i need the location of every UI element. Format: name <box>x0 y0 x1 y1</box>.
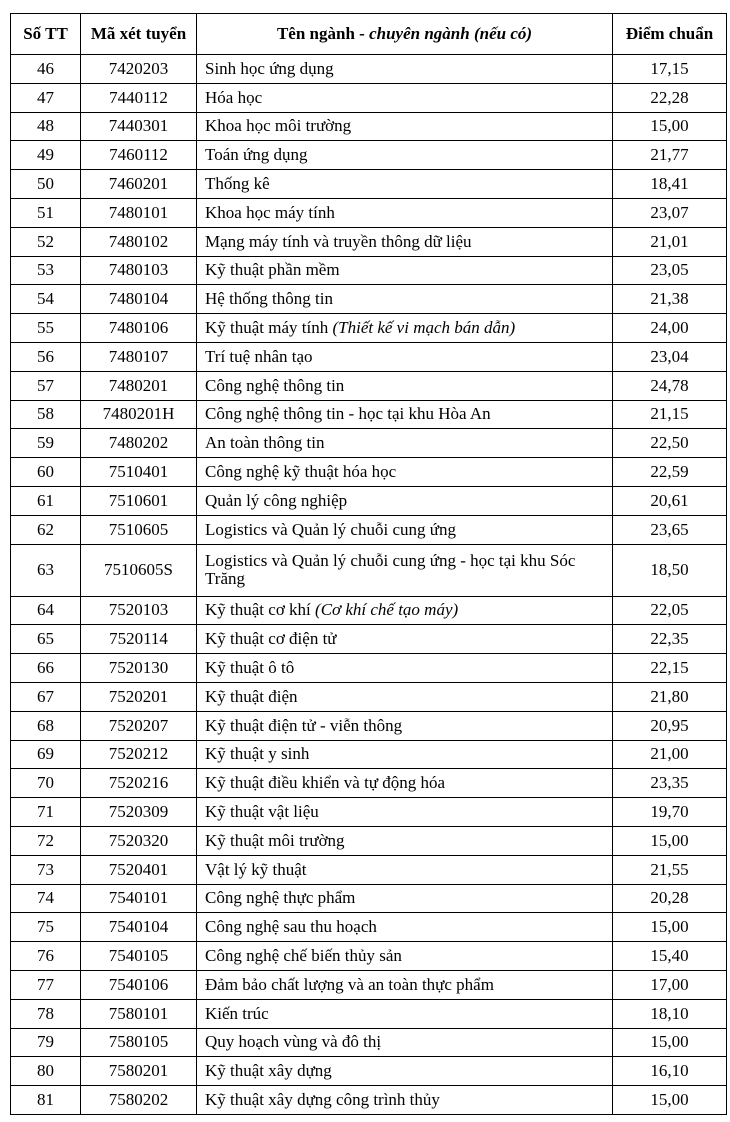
row-name <box>197 769 613 798</box>
row-score: 21,80 <box>613 682 727 711</box>
row-score: 23,05 <box>613 256 727 285</box>
row-name <box>197 141 613 170</box>
row-name-note: (Cơ khí chế tạo máy) <box>315 600 459 620</box>
row-name-text: Khoa học máy tính <box>205 202 335 222</box>
header-code: Mã xét tuyển <box>81 14 197 55</box>
row-name <box>197 371 613 400</box>
row-name-text: Logistics và Quản lý chuỗi cung ứng <box>205 519 456 539</box>
row-stt: 62 <box>11 515 81 544</box>
row-name-text: Toán ứng dụng <box>205 145 308 165</box>
table-row <box>11 458 727 487</box>
table-row <box>11 625 727 654</box>
row-stt: 72 <box>11 826 81 855</box>
table-row <box>11 855 727 884</box>
row-name <box>197 314 613 343</box>
row-score: 18,41 <box>613 170 727 199</box>
row-name <box>197 227 613 256</box>
row-code: 7480101 <box>81 198 197 227</box>
row-stt: 51 <box>11 198 81 227</box>
row-code: 7520201 <box>81 682 197 711</box>
row-code: 7520103 <box>81 596 197 625</box>
row-code: 7480104 <box>81 285 197 314</box>
row-name <box>197 170 613 199</box>
row-score: 21,00 <box>613 740 727 769</box>
row-code: 7510605S <box>81 544 197 596</box>
row-name-text: Kỹ thuật môi trường <box>205 830 345 850</box>
table-row <box>11 429 727 458</box>
row-name-text: Khoa học môi trường <box>205 116 352 136</box>
table-row <box>11 285 727 314</box>
row-score: 23,65 <box>613 515 727 544</box>
table-row <box>11 198 727 227</box>
row-name <box>197 625 613 654</box>
table-row <box>11 342 727 371</box>
row-score: 22,15 <box>613 654 727 683</box>
row-name-text: Vật lý kỹ thuật <box>205 859 307 879</box>
row-stt: 69 <box>11 740 81 769</box>
row-name-text: Kỹ thuật y sinh <box>205 744 310 764</box>
row-name <box>197 884 613 913</box>
row-name <box>197 83 613 112</box>
row-name-text: Hóa học <box>205 87 263 107</box>
row-name <box>197 740 613 769</box>
row-score: 15,40 <box>613 942 727 971</box>
row-code: 7510401 <box>81 458 197 487</box>
row-stt: 67 <box>11 682 81 711</box>
row-stt: 70 <box>11 769 81 798</box>
row-score: 24,78 <box>613 371 727 400</box>
row-stt: 56 <box>11 342 81 371</box>
row-name <box>197 826 613 855</box>
row-name-text: Kỹ thuật điều khiển và tự động hóa <box>205 773 446 793</box>
row-name <box>197 654 613 683</box>
table-row <box>11 884 727 913</box>
row-name-text: Kỹ thuật cơ điện tử <box>205 629 337 649</box>
table-row <box>11 371 727 400</box>
row-stt: 49 <box>11 141 81 170</box>
row-name <box>197 855 613 884</box>
row-stt: 57 <box>11 371 81 400</box>
row-code: 7480102 <box>81 227 197 256</box>
table-row <box>11 826 727 855</box>
row-stt: 61 <box>11 486 81 515</box>
row-score: 15,00 <box>613 826 727 855</box>
row-name-text: Trí tuệ nhân tạo <box>205 346 313 366</box>
row-name-text: Công nghệ thông tin - học tại khu Hòa An <box>205 404 491 424</box>
row-name-text: Quy hoạch vùng và đô thị <box>205 1032 382 1052</box>
row-name <box>197 515 613 544</box>
row-stt: 81 <box>11 1086 81 1115</box>
row-name <box>197 913 613 942</box>
row-name-text: Kỹ thuật điện tử - viễn thông <box>205 715 403 735</box>
admission-scores-table <box>10 13 727 1115</box>
table-row <box>11 400 727 429</box>
row-score: 21,38 <box>613 285 727 314</box>
table-row <box>11 314 727 343</box>
table-row <box>11 913 727 942</box>
row-stt: 47 <box>11 83 81 112</box>
row-code: 7520401 <box>81 855 197 884</box>
row-code: 7540101 <box>81 884 197 913</box>
row-stt: 52 <box>11 227 81 256</box>
row-name <box>197 400 613 429</box>
table-row <box>11 942 727 971</box>
row-code: 7480201 <box>81 371 197 400</box>
row-code: 7480107 <box>81 342 197 371</box>
row-stt: 77 <box>11 970 81 999</box>
row-name-text: Kỹ thuật cơ khí <box>205 600 316 620</box>
table-row <box>11 970 727 999</box>
row-stt: 64 <box>11 596 81 625</box>
row-stt: 48 <box>11 112 81 141</box>
row-score: 21,15 <box>613 400 727 429</box>
row-name-text: Kỹ thuật phần mềm <box>205 260 340 280</box>
row-name-text: Logistics và Quản lý chuỗi cung ứng - học tại khu Sóc Trăng <box>205 551 576 589</box>
table-row <box>11 596 727 625</box>
header-name-main: Tên ngành - <box>276 24 370 43</box>
row-name <box>197 256 613 285</box>
table-header-row <box>11 14 727 55</box>
table-row <box>11 544 727 596</box>
row-stt: 65 <box>11 625 81 654</box>
row-name-text: Thống kê <box>205 174 270 194</box>
row-name-text: Công nghệ chế biến thủy sản <box>205 946 402 965</box>
row-name <box>197 682 613 711</box>
row-code: 7540105 <box>81 942 197 971</box>
row-name-text: Sinh học ứng dụng <box>205 58 334 78</box>
table-row <box>11 740 727 769</box>
row-score: 20,95 <box>613 711 727 740</box>
row-score: 15,00 <box>613 913 727 942</box>
row-score: 22,50 <box>613 429 727 458</box>
row-score: 19,70 <box>613 798 727 827</box>
row-name <box>197 1028 613 1057</box>
row-score: 15,00 <box>613 1086 727 1115</box>
row-name <box>197 198 613 227</box>
row-code: 7520130 <box>81 654 197 683</box>
row-stt: 50 <box>11 170 81 199</box>
row-code: 7580105 <box>81 1028 197 1057</box>
row-code: 7520207 <box>81 711 197 740</box>
row-code: 7540106 <box>81 970 197 999</box>
row-name <box>197 970 613 999</box>
row-name-note: (Thiết kế vi mạch bán dẫn) <box>332 318 516 338</box>
row-name-text: Công nghệ sau thu hoạch <box>205 917 377 937</box>
header-name-italic: chuyên ngành (nếu có) <box>369 24 533 43</box>
row-code: 7480201H <box>81 400 197 429</box>
row-code: 7440112 <box>81 83 197 112</box>
row-score: 21,55 <box>613 855 727 884</box>
row-name-text: Kiến trúc <box>205 1003 269 1023</box>
row-code: 7480106 <box>81 314 197 343</box>
row-name-text: Mạng máy tính và truyền thông dữ liệu <box>205 231 472 251</box>
row-score: 20,61 <box>613 486 727 515</box>
row-code: 7480202 <box>81 429 197 458</box>
row-score: 22,59 <box>613 458 727 487</box>
row-name-text: An toàn thông tin <box>205 433 325 453</box>
row-stt: 80 <box>11 1057 81 1086</box>
row-score: 21,01 <box>613 227 727 256</box>
table-row <box>11 769 727 798</box>
row-code: 7460201 <box>81 170 197 199</box>
row-code: 7460112 <box>81 141 197 170</box>
row-score: 23,04 <box>613 342 727 371</box>
row-name <box>197 544 613 596</box>
row-name-text: Kỹ thuật điện <box>205 686 298 706</box>
row-code: 7480103 <box>81 256 197 285</box>
row-stt: 60 <box>11 458 81 487</box>
row-stt: 59 <box>11 429 81 458</box>
row-name <box>197 798 613 827</box>
table-row <box>11 999 727 1028</box>
row-name <box>197 1057 613 1086</box>
row-name <box>197 596 613 625</box>
row-score: 21,77 <box>613 141 727 170</box>
row-score: 20,28 <box>613 884 727 913</box>
row-score: 15,00 <box>613 112 727 141</box>
table-row <box>11 141 727 170</box>
row-score: 16,10 <box>613 1057 727 1086</box>
table-row <box>11 654 727 683</box>
row-name-text: Công nghệ kỹ thuật hóa học <box>205 462 397 482</box>
row-stt: 46 <box>11 55 81 84</box>
row-name <box>197 711 613 740</box>
row-stt: 75 <box>11 913 81 942</box>
row-name-text: Quản lý công nghiệp <box>205 490 348 510</box>
row-name-text: Kỹ thuật xây dựng <box>205 1061 332 1081</box>
row-stt: 76 <box>11 942 81 971</box>
header-name <box>197 14 613 55</box>
row-stt: 68 <box>11 711 81 740</box>
table-row <box>11 170 727 199</box>
table-row <box>11 1086 727 1115</box>
row-stt: 74 <box>11 884 81 913</box>
row-score: 22,05 <box>613 596 727 625</box>
row-code: 7510605 <box>81 515 197 544</box>
row-name-text: Kỹ thuật xây dựng công trình thủy <box>205 1089 440 1109</box>
header-stt: Số TT <box>11 14 81 55</box>
row-stt: 66 <box>11 654 81 683</box>
row-score: 23,35 <box>613 769 727 798</box>
row-score: 22,35 <box>613 625 727 654</box>
row-stt: 58 <box>11 400 81 429</box>
row-name <box>197 112 613 141</box>
row-code: 7520114 <box>81 625 197 654</box>
table-row <box>11 83 727 112</box>
row-stt: 78 <box>11 999 81 1028</box>
row-stt: 53 <box>11 256 81 285</box>
row-code: 7580202 <box>81 1086 197 1115</box>
row-code: 7520216 <box>81 769 197 798</box>
row-code: 7520212 <box>81 740 197 769</box>
row-score: 17,00 <box>613 970 727 999</box>
row-name-text: Hệ thống thông tin <box>205 289 333 309</box>
row-name <box>197 458 613 487</box>
table-row <box>11 486 727 515</box>
row-name <box>197 285 613 314</box>
row-name-text: Đảm bảo chất lượng và an toàn thực phẩm <box>205 974 494 994</box>
row-score: 17,15 <box>613 55 727 84</box>
row-code: 7580101 <box>81 999 197 1028</box>
table-row <box>11 1028 727 1057</box>
row-name-text: Kỹ thuật ô tô <box>205 658 295 678</box>
row-name <box>197 999 613 1028</box>
row-name <box>197 429 613 458</box>
table-row <box>11 227 727 256</box>
row-name-text: Công nghệ thực phẩm <box>205 888 356 908</box>
row-name-text: Công nghệ thông tin <box>205 375 345 395</box>
table-row <box>11 798 727 827</box>
table-row <box>11 55 727 84</box>
table-body <box>11 55 727 1115</box>
row-stt: 71 <box>11 798 81 827</box>
row-name <box>197 942 613 971</box>
row-score: 22,28 <box>613 83 727 112</box>
table-row <box>11 711 727 740</box>
row-name-text: Kỹ thuật vật liệu <box>205 802 319 822</box>
row-stt: 54 <box>11 285 81 314</box>
table-row <box>11 682 727 711</box>
row-code: 7510601 <box>81 486 197 515</box>
row-name-text: Kỹ thuật máy tính <box>205 318 333 338</box>
row-name <box>197 1086 613 1115</box>
table-row <box>11 1057 727 1086</box>
row-score: 18,50 <box>613 544 727 596</box>
row-code: 7420203 <box>81 55 197 84</box>
row-score: 18,10 <box>613 999 727 1028</box>
row-name <box>197 486 613 515</box>
row-name <box>197 55 613 84</box>
row-code: 7520309 <box>81 798 197 827</box>
row-code: 7520320 <box>81 826 197 855</box>
header-score: Điểm chuẩn <box>613 14 727 55</box>
row-score: 24,00 <box>613 314 727 343</box>
row-code: 7440301 <box>81 112 197 141</box>
row-stt: 73 <box>11 855 81 884</box>
row-code: 7580201 <box>81 1057 197 1086</box>
table-row <box>11 256 727 285</box>
table-row <box>11 515 727 544</box>
row-score: 15,00 <box>613 1028 727 1057</box>
row-stt: 79 <box>11 1028 81 1057</box>
row-stt: 63 <box>11 544 81 596</box>
row-score: 23,07 <box>613 198 727 227</box>
row-code: 7540104 <box>81 913 197 942</box>
row-name <box>197 342 613 371</box>
table-row <box>11 112 727 141</box>
row-stt: 55 <box>11 314 81 343</box>
